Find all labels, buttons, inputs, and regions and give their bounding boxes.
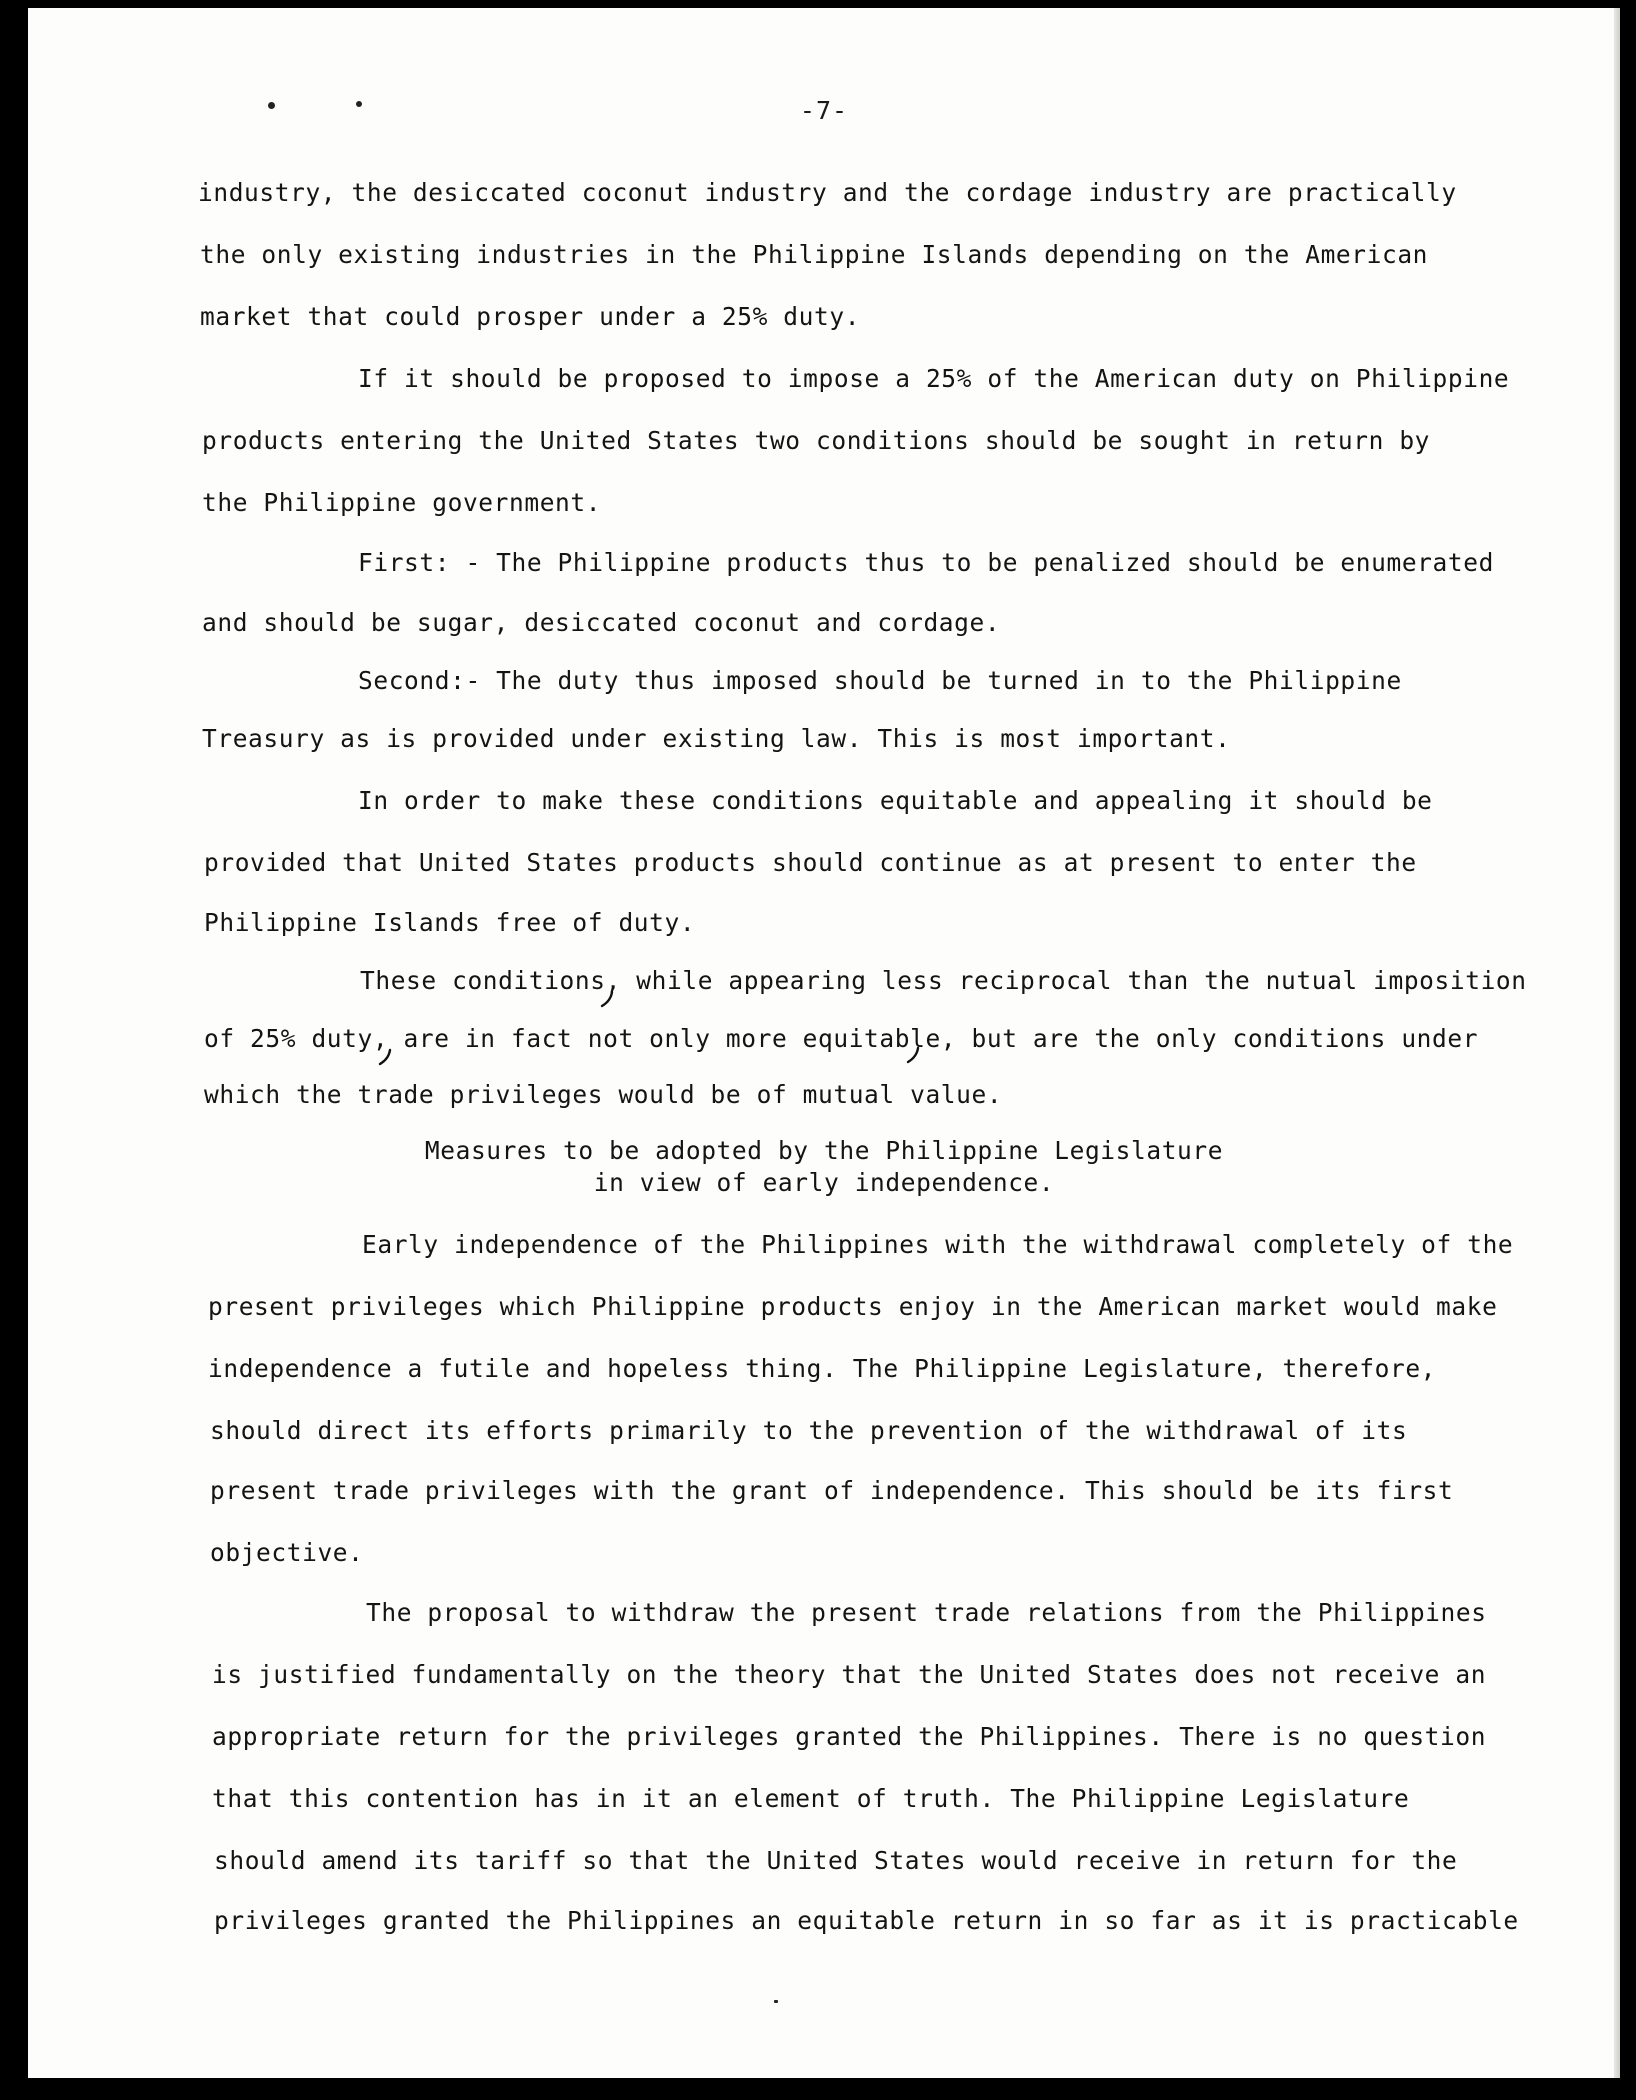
body-line: present privileges which Philippine products enjoy in the American market would make [208, 1292, 1498, 1321]
body-line: The proposal to withdraw the present trade relations from the Philippines [366, 1598, 1487, 1627]
body-line: First: - The Philippine products thus to be penalized should be enumerated [358, 548, 1494, 577]
section-heading-line: in view of early independence. [593, 1168, 1055, 1197]
body-line: is justified fundamentally on the theory that the United States does not receive an [212, 1660, 1487, 1689]
body-line: industry, the desiccated coconut industry and the cordage industry are practically [198, 178, 1457, 207]
body-line: which the trade privileges would be of mutual value. [204, 1080, 1003, 1109]
body-line: independence a futile and hopeless thing. The Philippine Legislature, therefore, [208, 1354, 1437, 1383]
scan-edge [1614, 8, 1620, 2078]
body-line: In order to make these conditions equitable and appealing it should be [358, 786, 1433, 815]
body-line: appropriate return for the privileges granted the Philippines. There is no question [212, 1722, 1487, 1751]
body-line: market that could prosper under a 25% duty. [200, 302, 861, 331]
body-line: privileges granted the Philippines an equitable return in so far as it is practicable [214, 1906, 1519, 1935]
body-line: Second:- The duty thus imposed should be turned in to the Philippine [358, 666, 1402, 695]
stray-mark [774, 2000, 778, 2003]
handwritten-comma-mark [906, 1046, 920, 1064]
page-number: -7- [799, 96, 849, 125]
handwritten-comma-mark [378, 1048, 392, 1066]
body-line: should amend its tariff so that the United States would receive in return for the [214, 1846, 1458, 1875]
document-page [28, 8, 1620, 2078]
body-line: objective. [210, 1538, 364, 1567]
body-line: that this contention has in it an element of truth. The Philippine Legislature [212, 1784, 1410, 1813]
body-line: Early independence of the Philippines with the withdrawal completely of the [362, 1230, 1514, 1259]
body-line: Philippine Islands free of duty. [204, 908, 696, 937]
body-line: should direct its efforts primarily to the prevention of the withdrawal of its [210, 1416, 1408, 1445]
handwritten-comma-mark [600, 990, 614, 1008]
section-heading-line: Measures to be adopted by the Philippine Legislature [424, 1136, 1224, 1165]
body-line: These conditions, while appearing less reciprocal than the nutual imposition [360, 966, 1527, 995]
body-line: Treasury as is provided under existing law. This is most important. [202, 724, 1231, 753]
body-line: present trade privileges with the grant of independence. This should be its first [210, 1476, 1454, 1505]
body-line: and should be sugar, desiccated coconut and cordage. [202, 608, 1001, 637]
body-line: provided that United States products should continue as at present to enter the [204, 848, 1417, 877]
body-line: If it should be proposed to impose a 25% of the American duty on Philippine [358, 364, 1510, 393]
body-line: the only existing industries in the Philippine Islands depending on the American [200, 240, 1429, 269]
body-line: products entering the United States two conditions should be sought in return by [202, 426, 1431, 455]
body-line: the Philippine government. [202, 488, 602, 517]
body-line: of 25% duty, are in fact not only more equitable, but are the only conditions under [204, 1024, 1479, 1053]
